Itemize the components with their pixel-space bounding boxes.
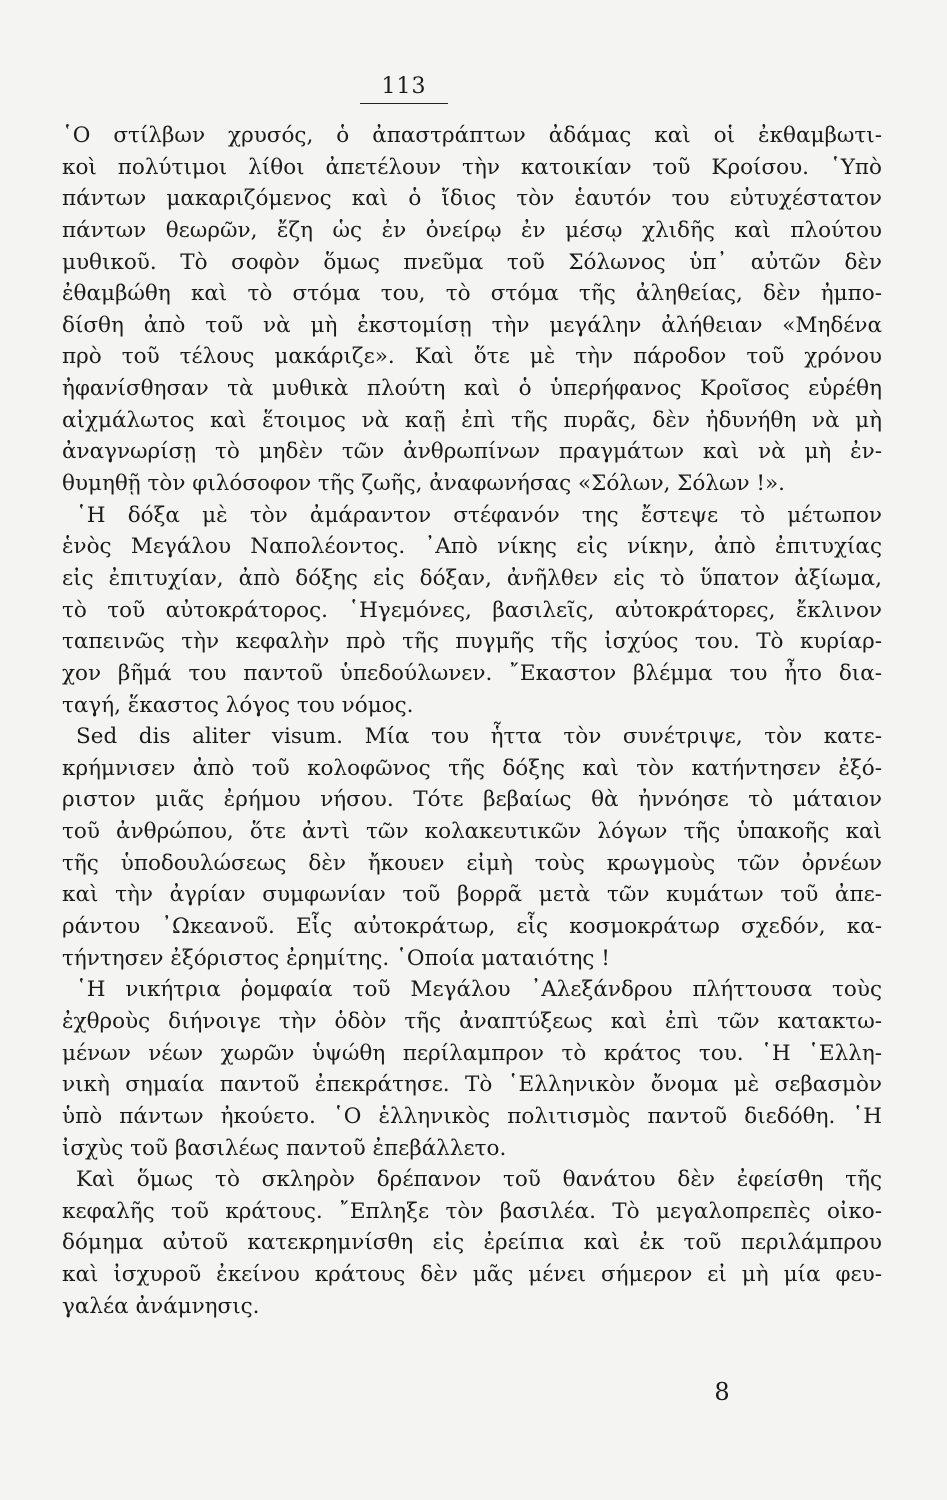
text-line: ἐχθροὺς διήνοιγε τὴν ὁδὸν τῆς ἀναπτύξεως καὶ ἐπὶ τῶν κατακτω- [62,1008,882,1034]
text-line: πρὸ τοῦ τέλους μακάριζε». Καὶ ὅτε μὲ τὴν πάροδον τοῦ χρόνου [62,344,882,370]
text-line: δίσθη ἀπὸ τοῦ νὰ μὴ ἐκστομίσῃ τὴν μεγάλην ἀλήθειαν «Μηδένα [62,312,882,338]
text-line: ἑνὸς Μεγάλου Ναπολέοντος. ᾿Απὸ νίκης εἰς νίκην, ἀπὸ ἐπιτυχίας [62,534,882,560]
text-line: ἀναγνωρίσῃ τὸ μηδὲν τῶν ἀνθρωπίνων πραγμάτων καὶ νὰ μὴ ἐν- [62,439,882,465]
text-body [62,120,882,1322]
text-line: ταγή, ἕκαστος λόγος του νόμος. [62,692,414,718]
text-line: ἐθαμβώθη καὶ τὸ στόμα του, τὸ στόμα τῆς ἀληθείας, δὲν ἠμπο- [62,281,882,307]
text-line: τοῦ ἀνθρώπου, ὅτε ἀντὶ τῶν κολακευτικῶν λόγων τῆς ὑπακοῆς καὶ [62,819,882,845]
text-line: καὶ ἰσχυροῦ ἐκείνου κράτους δὲν μᾶς μένει σήμερον εἰ μὴ μία φευ- [62,1262,882,1288]
text-line: μυθικοῦ. Τὸ σοφὸν ὅμως πνεῦμα τοῦ Σόλωνος ὑπ᾽ αὐτῶν δὲν [62,249,882,275]
text-line: πάντων μακαριζόμενος καὶ ὁ ἴδιος τὸν ἑαυτόν του εὐτυχέστατον [62,186,882,212]
text-line: ῾Η νικήτρια ῥομφαία τοῦ Μεγάλου ᾿Αλεξάνδρου πλήττουσα τοὺς [76,977,882,1003]
text-line: χον βῆμά του παντοῦ ὑπεδούλωνεν. ῎Εκαστον βλέμμα του ἦτο δια- [62,660,882,686]
text-line: τήντησεν ἐξόριστος ἐρημίτης. ῾Οποία ματαιότης ! [62,945,610,971]
page-number: 113 [360,74,448,104]
text-line: πάντων θεωρῶν, ἔζη ὡς ἐν ὀνείρῳ ἐν μέσῳ χλιδῆς καὶ πλούτου [62,217,882,243]
text-line: ἠφανίσθησαν τὰ μυθικὰ πλούτη καὶ ὁ ὑπερήφανος Κροῖσος εὑρέθη [62,376,882,402]
text-line: γαλέα ἀνάμνησις. [62,1293,260,1319]
text-line: ράντου ᾿Ωκεανοῦ. Εἷς αὐτοκράτωρ, εἷς κοσμοκράτωρ σχεδόν, κα- [62,914,882,940]
text-line: ἰσχὺς τοῦ βασιλέως παντοῦ ἐπεβάλλετο. [62,1135,507,1161]
text-line: ῾Η δόξα μὲ τὸν ἀμάραντον στέφανόν της ἔστεψε τὸ μέτωπον [76,502,882,528]
text-line: κεφαλῆς τοῦ κράτους. ῎Επληξε τὸν βασιλέα. Τὸ μεγαλοπρεπὲς οἰκο- [62,1198,882,1224]
text-line: Sed dis aliter visum. Μία του ἧττα τὸν συνέτριψε, τὸν κατε- [76,724,882,750]
text-line: εἰς ἐπιτυχίαν, ἀπὸ δόξης εἰς δόξαν, ἀνῆλθεν εἰς τὸ ὕπατον ἀξίωμα, [62,565,882,591]
text-line: κοὶ πολύτιμοι λίθοι ἀπετέλουν τὴν κατοικίαν τοῦ Κροίσου. ῾Υπὸ [62,154,882,180]
text-line: ὑπὸ πάντων ἠκούετο. ῾Ο ἑλληνικὸς πολιτισμὸς παντοῦ διεδόθη. ῾Η [62,1103,882,1129]
text-line: νικὴ σημαία παντοῦ ἐπεκράτησε. Τὸ ῾Ελληνικὸν ὄνομα μὲ σεβασμὸν [62,1072,882,1098]
text-line: ταπεινῶς τὴν κεφαλὴν πρὸ τῆς πυγμῆς τῆς ἰσχύος του. Τὸ κυρίαρ- [62,629,882,655]
signature-mark: 8 [714,1378,730,1406]
text-line: ριστον μιᾶς ἐρήμου νήσου. Τότε βεβαίως θὰ ἠννόησε τὸ μάταιον [62,787,882,813]
text-line: τῆς ὑποδουλώσεως δὲν ἤκουεν εἰμὴ τοὺς κρωγμοὺς τῶν ὀρνέων [62,850,882,876]
text-line: τὸ τοῦ αὐτοκράτορος. ῾Ηγεμόνες, βασιλεῖς, αὐτοκράτορες, ἔκλινον [62,597,882,623]
text-line: δόμημα αὐτοῦ κατεκρημνίσθη εἰς ἐρείπια καὶ ἐκ τοῦ περιλάμπρου [62,1230,882,1256]
text-line: Καὶ ὅμως τὸ σκληρὸν δρέπανον τοῦ θανάτου δὲν ἐφείσθη τῆς [76,1167,882,1193]
text-line: κρήμνισεν ἀπὸ τοῦ κολοφῶνος τῆς δόξης καὶ τὸν κατήντησεν ἐξό- [62,755,882,781]
text-line: θυμηθῇ τὸν φιλόσοφον τῆς ζωῆς, ἀναφωνήσας «Σόλων, Σόλων !». [62,471,786,497]
text-line: μένων νέων χωρῶν ὑψώθη περίλαμπρον τὸ κράτος του. ῾Η ῾Ελλη- [62,1040,882,1066]
text-line: καὶ τὴν ἀγρίαν συμφωνίαν τοῦ βορρᾶ μετὰ τῶν κυμάτων τοῦ ἀπε- [62,882,882,908]
text-line: ῾Ο στίλβων χρυσός, ὁ ἀπαστράπτων ἀδάμας καὶ οἱ ἐκθαμβωτι- [62,123,882,148]
text-line: αἰχμάλωτος καὶ ἕτοιμος νὰ καῇ ἐπὶ τῆς πυρᾶς, δὲν ἠδυνήθη νὰ μὴ [62,407,882,433]
